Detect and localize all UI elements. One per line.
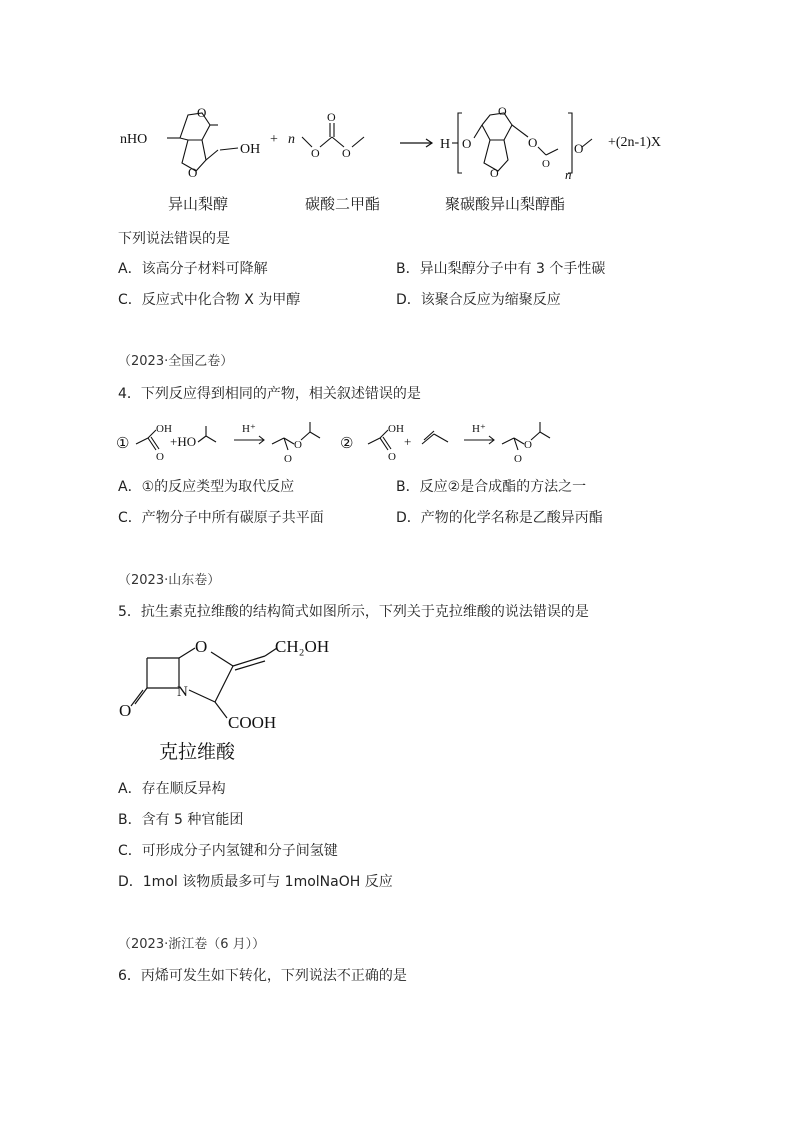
q5-option-c: C．可形成分子内氢键和分子间氢键 [118, 843, 338, 859]
ring-oxygen: O [195, 637, 208, 656]
esterification-schemes [112, 418, 672, 468]
acid2-oh: OH [388, 423, 404, 435]
ring-nitrogen: N [177, 684, 188, 700]
label-polycarbonate: 聚碳酸异山梨醇酯 [445, 195, 566, 213]
q3-stem: 下列说法错误的是 [118, 231, 230, 247]
reactant1-hydroxyl: OH [240, 142, 261, 157]
isopropanol-structure [198, 426, 216, 442]
q4-option-b: B．反应②是合成酯的方法之一 [396, 479, 587, 495]
catalyst-1: H⁺ [242, 423, 256, 435]
carbonate-o2: O [327, 110, 336, 124]
q5-stem: 5．抗生素克拉维酸的结构简式如图所示，下列关于克拉维酸的说法错误的是 [118, 604, 589, 620]
q3-option-a: A．该高分子材料可降解 [118, 261, 268, 277]
ester2-o: O [524, 439, 532, 451]
q4-stem: 4．下列反应得到相同的产物，相关叙述错误的是 [118, 386, 421, 402]
reaction-1-label: ① [116, 436, 130, 452]
label-isosorbide-text: 异山梨醇 [168, 195, 229, 213]
isosorbide-structure [167, 113, 218, 171]
arrow-1 [234, 436, 264, 444]
q5-source: （2023·山东卷） [118, 573, 221, 588]
q4-option-c: C．产物分子中所有碳原子共平面 [118, 510, 324, 526]
polymer-o-mid: O [528, 135, 538, 150]
polymer-ring-o1: O [498, 104, 507, 118]
acid1-oh: OH [156, 423, 172, 435]
acid1-o: O [156, 451, 164, 463]
ester1-carbonyl-o: O [284, 453, 292, 465]
q3-option-b: B．异山梨醇分子中有 3 个手性碳 [396, 261, 606, 277]
reactant2-coefficient: n [288, 132, 295, 147]
polymer-ring-o2: O [490, 166, 499, 180]
label-dimethyl-carbonate: 碳酸二甲酯 [305, 195, 381, 213]
struct-ch2oh: CH₂OH [275, 637, 330, 656]
plus-isopropanol: +HO [170, 434, 197, 449]
q5-option-a: A．存在顺反异构 [118, 781, 226, 797]
ester2-carbonyl-o: O [514, 453, 522, 465]
q5-option-b: B．含有 5 种官能团 [118, 812, 244, 828]
q6-stem: 6．丙烯可发生如下转化，下列说法不正确的是 [118, 968, 407, 984]
q4-option-d: D．产物的化学名称是乙酸异丙酯 [396, 510, 603, 526]
ring-oxygen-bottom: O [188, 165, 198, 180]
q4-source: （2023·全国乙卷） [118, 354, 234, 369]
ester1-o: O [294, 439, 302, 451]
q3-option-d: D．该聚合反应为缩聚反应 [396, 292, 561, 308]
arrow-2 [464, 436, 494, 444]
dimethyl-carbonate-structure [302, 123, 364, 147]
plus-propene: + [404, 434, 412, 449]
polymerization-scheme [110, 95, 690, 185]
polymer-o-left: O [462, 136, 472, 151]
carbonate-o1: O [311, 146, 320, 160]
polymer-repeat-n: n [565, 167, 572, 182]
q6-source: （2023·浙江卷（6 月）） [118, 937, 266, 952]
reaction-arrow [400, 139, 432, 147]
plus-sign: + [270, 132, 278, 147]
carbonate-o3: O [342, 146, 351, 160]
reactant1-coefficient: nHO [120, 132, 148, 147]
struct-name: 克拉维酸 [159, 741, 236, 763]
carbonyl-oxygen: O [119, 701, 132, 720]
byproduct: +(2n-1)X [608, 135, 661, 150]
polymer-carbonyl-o: O [542, 158, 550, 170]
ring-oxygen-top: O [197, 105, 207, 120]
q5-option-d: D．1mol 该物质最多可与 1molNaOH 反应 [118, 874, 393, 890]
reaction-2-label: ② [340, 436, 354, 452]
struct-cooh: COOH [228, 713, 277, 732]
q4-option-a: A．①的反应类型为取代反应 [118, 479, 295, 495]
propene-structure [422, 431, 448, 444]
polymer-hydrogen: H [440, 137, 451, 152]
polymer-o-right: O [574, 141, 584, 156]
polymer-structure [452, 113, 592, 173]
clavulanic-acid-structure [115, 630, 375, 765]
acid2-o: O [388, 451, 396, 463]
catalyst-2: H⁺ [472, 423, 486, 435]
q3-option-c: C．反应式中化合物 X 为甲醇 [118, 292, 301, 308]
